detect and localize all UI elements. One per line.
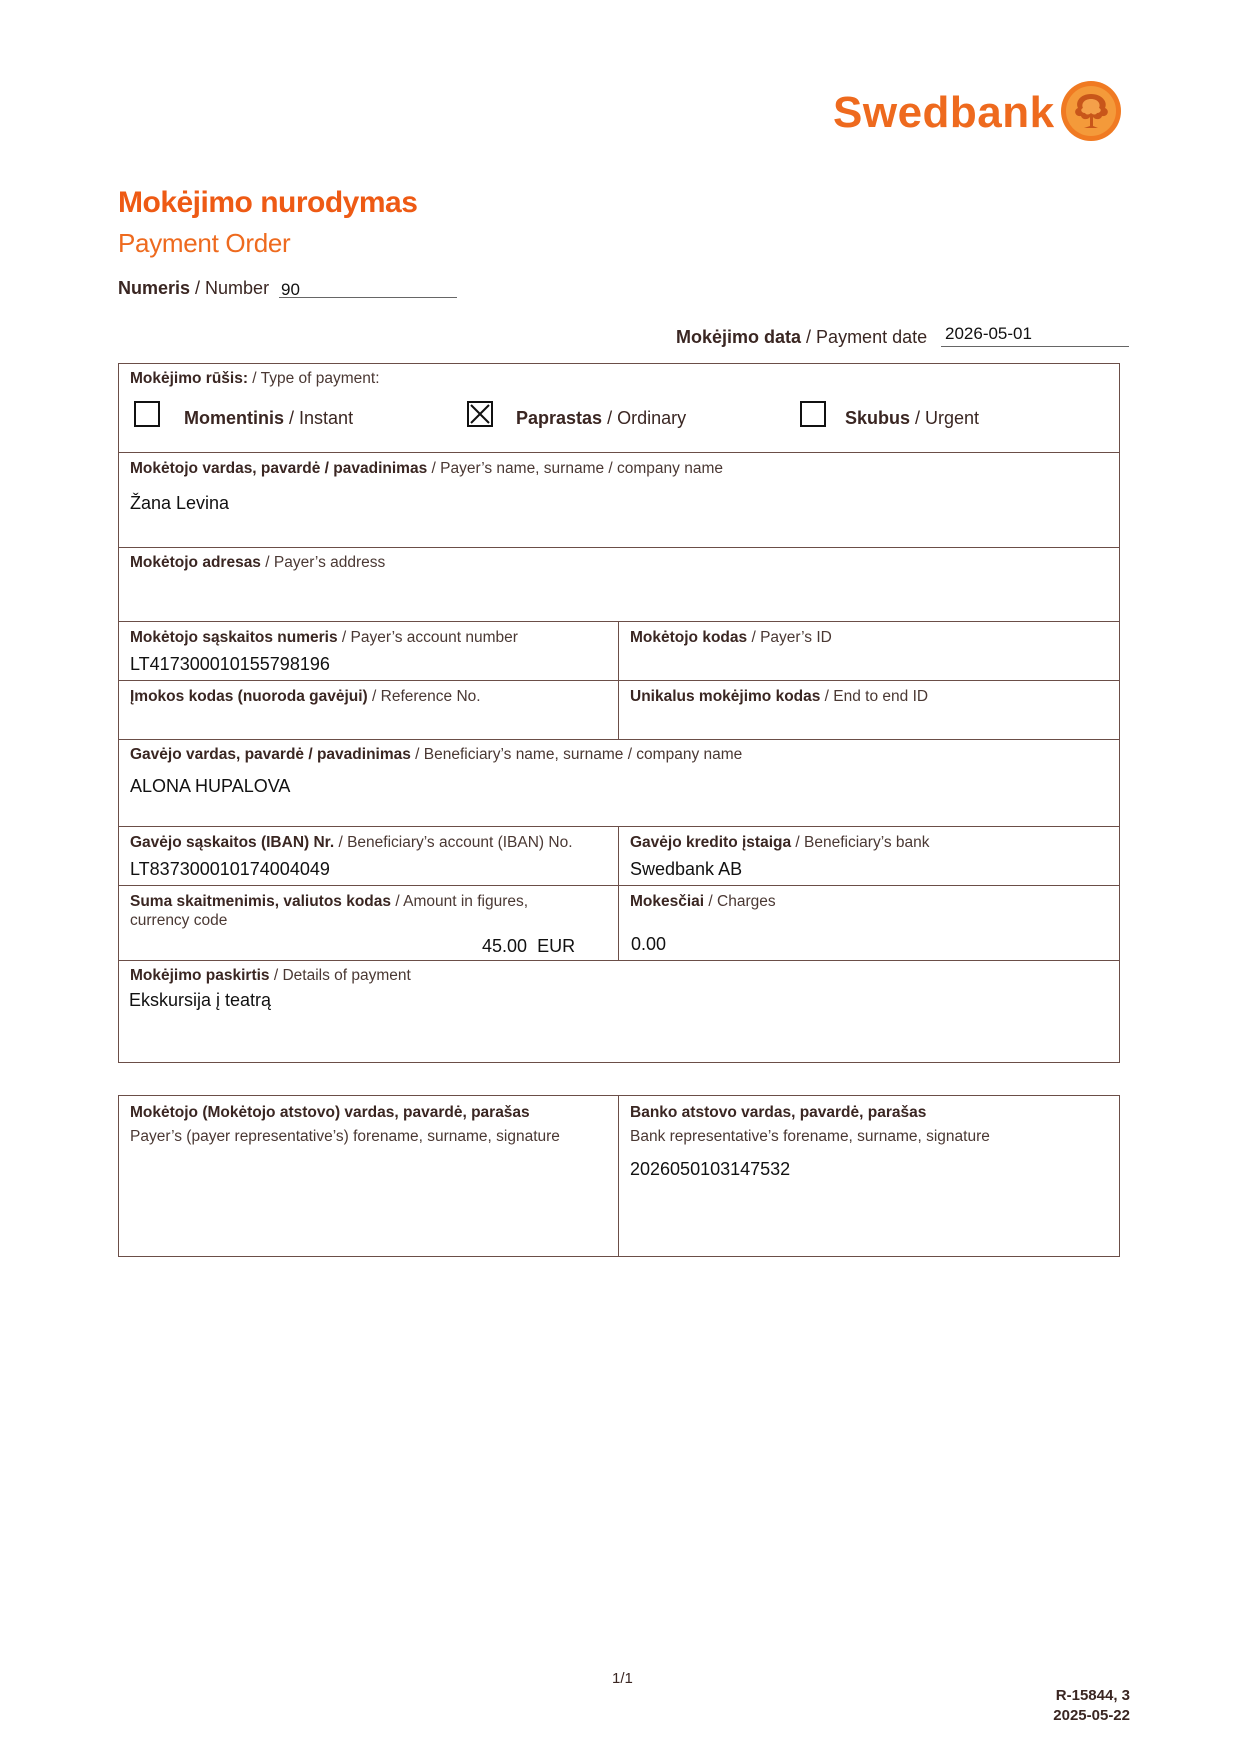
urgent-checkbox[interactable]: [800, 401, 826, 427]
amount-currency: EUR: [537, 936, 576, 956]
reference-label: Įmokos kodas (nuoroda gavėjui) / Reference No.: [130, 688, 481, 705]
urgent-option-label: Skubus / Urgent: [845, 408, 980, 428]
beneficiary-name-label: Gavėjo vardas, pavardė / pavadinimas / Beneficiary’s name, surname / company name: [130, 746, 743, 763]
instant-option-label: Momentinis / Instant: [184, 408, 354, 428]
charges-label: Mokesčiai / Charges: [630, 893, 776, 910]
instant-checkbox[interactable]: [134, 401, 160, 427]
amount-label: Suma skaitmenimis, valiutos kodas / Amount in figures,: [130, 893, 529, 910]
beneficiary-account-value[interactable]: LT837300010174004049: [130, 859, 330, 879]
oak-tree-coin-icon: [1060, 80, 1122, 142]
payer-id-label: Mokėtojo kodas / Payer’s ID: [630, 629, 832, 646]
beneficiary-bank-value[interactable]: Swedbank AB: [630, 859, 743, 879]
amount-label-line2: currency code: [130, 912, 228, 929]
divider: [118, 680, 1120, 681]
end-to-end-label: Unikalus mokėjimo kodas / End to end ID: [630, 688, 929, 705]
number-underline: [279, 297, 457, 298]
divider: [118, 960, 1120, 961]
number-value[interactable]: 90: [281, 280, 300, 299]
bank-logo-text: Swedbank: [833, 88, 1055, 137]
payer-account-label: Mokėtojo sąskaitos numeris / Payer’s account number: [130, 629, 518, 646]
payment-date-underline: [941, 346, 1129, 347]
divider: [118, 826, 1120, 827]
bank-signature-value[interactable]: 2026050103147532: [630, 1159, 791, 1179]
form-date: 2025-05-22: [1053, 1707, 1130, 1724]
details-value[interactable]: Ekskursija į teatrą: [129, 990, 272, 1010]
payer-name-value[interactable]: Žana Levina: [130, 493, 230, 513]
amount-value[interactable]: [482, 936, 575, 957]
beneficiary-account-label: Gavėjo sąskaitos (IBAN) Nr. / Beneficiary’s account (IBAN) No.: [130, 834, 573, 851]
payer-account-value[interactable]: LT417300010155798196: [130, 654, 330, 674]
ordinary-option-label: Paprastas / Ordinary: [516, 408, 687, 428]
payer-address-label: Mokėtojo adresas / Payer’s address: [130, 554, 386, 571]
payment-date-value[interactable]: 2026-05-01: [945, 324, 1032, 343]
bank-signature-label: Banko atstovo vardas, pavardė, parašas: [630, 1104, 927, 1121]
amount-figure: 45.00: [482, 936, 528, 956]
form-reference: [1053, 1686, 1130, 1726]
number-label: Numeris / Number: [118, 278, 270, 298]
charges-value[interactable]: 0.00: [631, 934, 667, 954]
divider: [118, 739, 1120, 740]
form-code: R-15844, 3: [1055, 1687, 1130, 1704]
payment-date-label: Mokėjimo data / Payment date: [676, 327, 928, 347]
payer-name-label: Mokėtojo vardas, pavardė / pavadinimas / Payer’s name, surname / company name: [130, 460, 723, 477]
beneficiary-bank-label: Gavėjo kredito įstaiga / Beneficiary’s bank: [630, 834, 930, 851]
divider: [118, 621, 1120, 622]
page-subtitle: Payment Order: [118, 228, 291, 258]
payment-type-label: Mokėjimo rūšis: / Type of payment:: [130, 370, 380, 387]
divider: [118, 547, 1120, 548]
payer-signature-label-en: Payer’s (payer representative’s) forename, surname, signature: [130, 1128, 560, 1145]
divider: [118, 885, 1120, 886]
details-label: Mokėjimo paskirtis / Details of payment: [130, 967, 411, 984]
column-divider: [618, 1095, 619, 1257]
payer-signature-label: Mokėtojo (Mokėtojo atstovo) vardas, pavardė, parašas: [130, 1104, 530, 1121]
ordinary-checkbox[interactable]: [467, 401, 493, 427]
bank-signature-label-en: Bank representative’s forename, surname, signature: [630, 1128, 990, 1145]
beneficiary-name-value[interactable]: ALONA HUPALOVA: [130, 776, 291, 796]
column-divider: [618, 826, 619, 960]
page-title: Mokėjimo nurodymas: [118, 186, 418, 219]
checkbox-x-mark-icon: [469, 403, 491, 425]
page-number: 1/1: [612, 1670, 633, 1687]
divider: [118, 452, 1120, 453]
